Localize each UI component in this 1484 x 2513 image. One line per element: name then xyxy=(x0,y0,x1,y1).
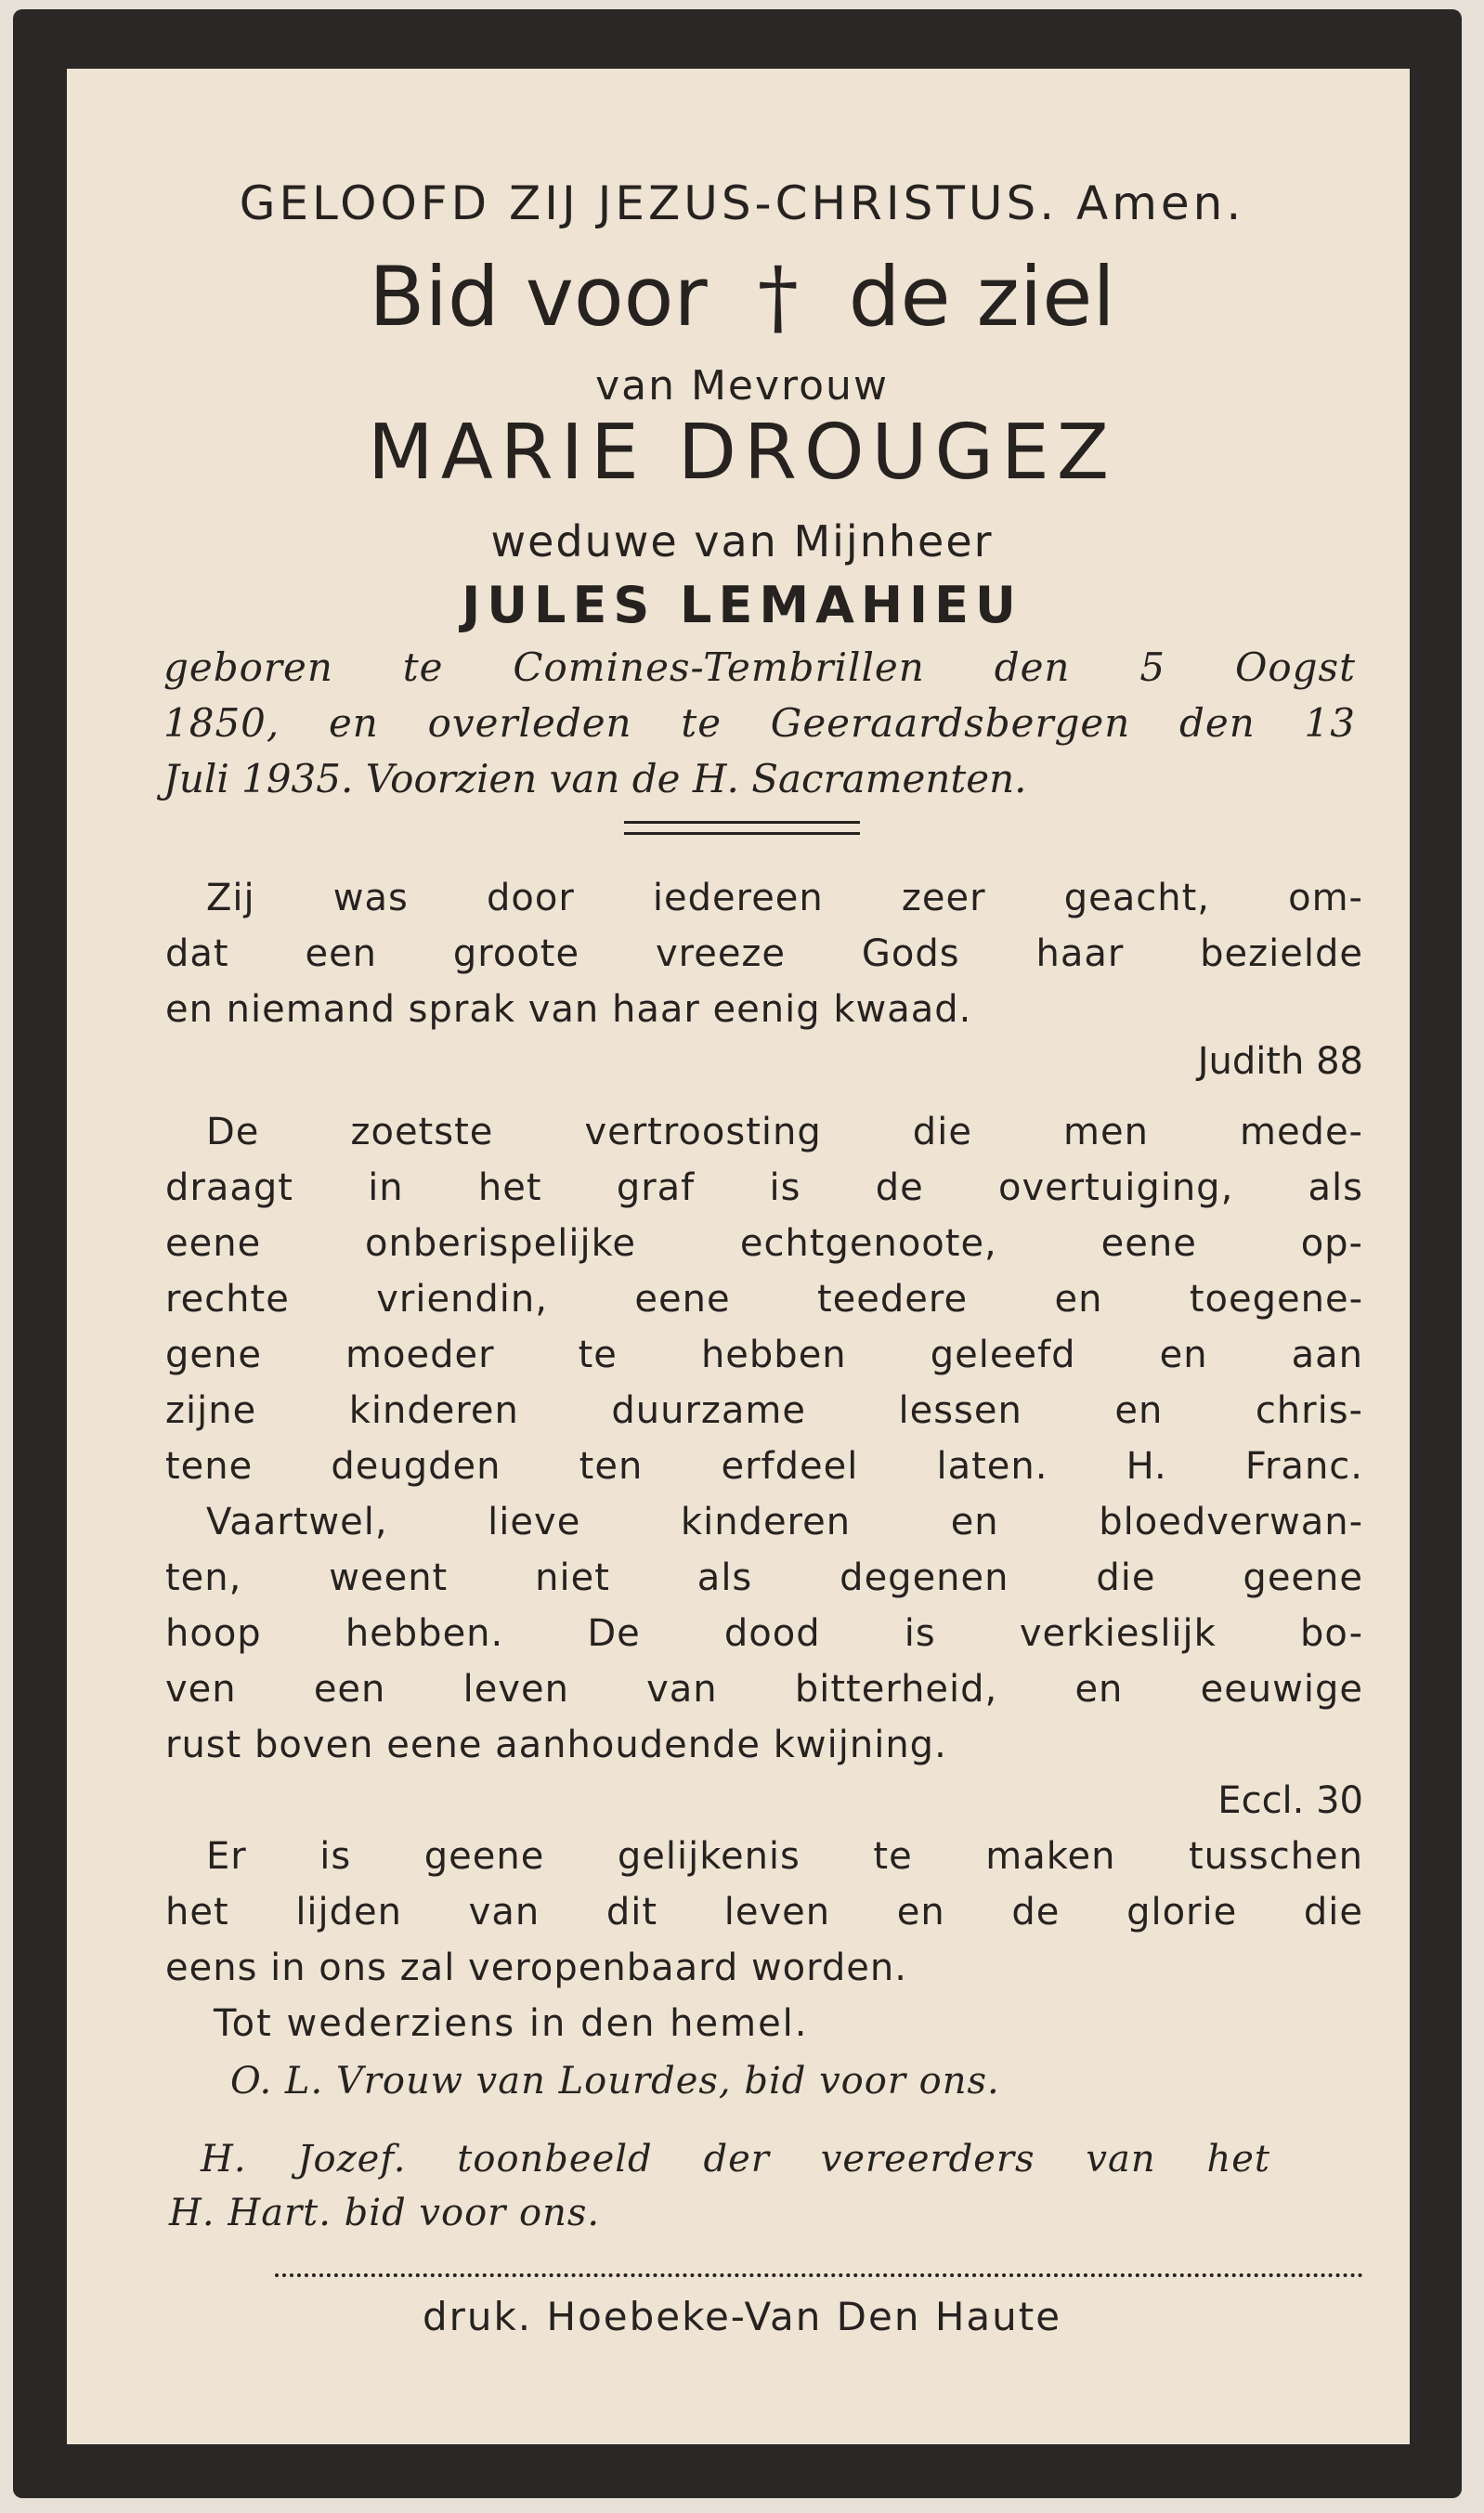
pray-heading xyxy=(0,249,1484,345)
prayer-jozef-line-1: H. Jozef. toonbeeld der vereerders van het xyxy=(201,2138,1270,2181)
deceased-name: MARIE DROUGEZ xyxy=(367,409,1117,497)
quote3-line-3: hoop hebben. De dood is verkieslijk bo- xyxy=(165,1612,1363,1655)
pray-heading-left: Bid voor xyxy=(369,249,708,345)
birth-death-line-3: Juli 1935. Voorzien van de H. Sacramenten. xyxy=(163,756,1027,801)
birth-death-line-2: 1850, en overleden te Geeraardsbergen den 13 xyxy=(163,700,1356,746)
pray-heading-right: de ziel xyxy=(848,249,1115,345)
farewell-line: Tot wederziens in den hemel. xyxy=(214,2002,809,2045)
quote2-line-4: rechte vriendin, eene teedere en toegene- xyxy=(165,1278,1363,1321)
divider-rule-bottom xyxy=(624,832,860,835)
widow-of-line: weduwe van Mijnheer xyxy=(490,516,994,566)
quote4-line-1: Er is geene gelijkenis te maken tusschen xyxy=(206,1835,1363,1878)
quote3-line-4: ven een leven van bitterheid, en eeuwige xyxy=(165,1668,1363,1711)
title-mevrouw: van Mevrouw xyxy=(595,362,889,410)
quote1-line-2: dat een groote vreeze Gods haar bezielde xyxy=(165,932,1363,975)
quote3-line-1: Vaartwel, lieve kinderen en bloedverwan- xyxy=(206,1501,1363,1543)
prayer-lourdes: O. L. Vrouw van Lourdes, bid voor ons. xyxy=(230,2060,1000,2103)
husband-name: JULES LEMAHIEU xyxy=(462,576,1022,634)
quote2-line-3: eene onberispelijke echtgenoote, eene op- xyxy=(165,1222,1363,1265)
quote4-line-3: eens in ons zal veropenbaard worden. xyxy=(165,1947,907,1989)
quote1-source: Judith 88 xyxy=(1197,1040,1363,1083)
quote2-line-6: zijne kinderen duurzame lessen en chris- xyxy=(165,1389,1363,1432)
quote2-line-1: De zoetste vertroosting die men mede- xyxy=(206,1111,1363,1153)
quote2-line-2: draagt in het graf is de overtuiging, als xyxy=(165,1166,1363,1209)
quote2-line-7: tene deugden ten erfdeel laten. H. Franc. xyxy=(165,1445,1363,1488)
quote2-line-5: gene moeder te hebben geleefd en aan xyxy=(165,1334,1363,1376)
prayer-jozef-line-2: H. Hart. bid voor ons. xyxy=(169,2192,601,2234)
printer-imprint: druk. Hoebeke-Van Den Haute xyxy=(422,2294,1062,2339)
birth-death-line-1: geboren te Comines-Tembrillen den 5 Oogst xyxy=(163,645,1356,690)
quote1-line-3: en niemand sprak van haar eenig kwaad. xyxy=(165,988,972,1031)
quote3-line-2: ten, weent niet als degenen die geene xyxy=(165,1556,1363,1599)
dotted-separator xyxy=(275,2273,1363,2277)
divider-rule-top xyxy=(624,821,860,824)
quote4-line-2: het lijden van dit leven en de glorie die xyxy=(165,1891,1363,1934)
quote1-line-1: Zij was door iedereen zeer geacht, om- xyxy=(206,877,1363,919)
cross-icon: † xyxy=(757,249,799,345)
quote3-source: Eccl. 30 xyxy=(1217,1779,1363,1822)
praise-heading: GELOOFD ZIJ JEZUS-CHRISTUS. Amen. xyxy=(239,176,1245,230)
quote3-line-5: rust boven eene aanhoudende kwijning. xyxy=(165,1724,947,1766)
